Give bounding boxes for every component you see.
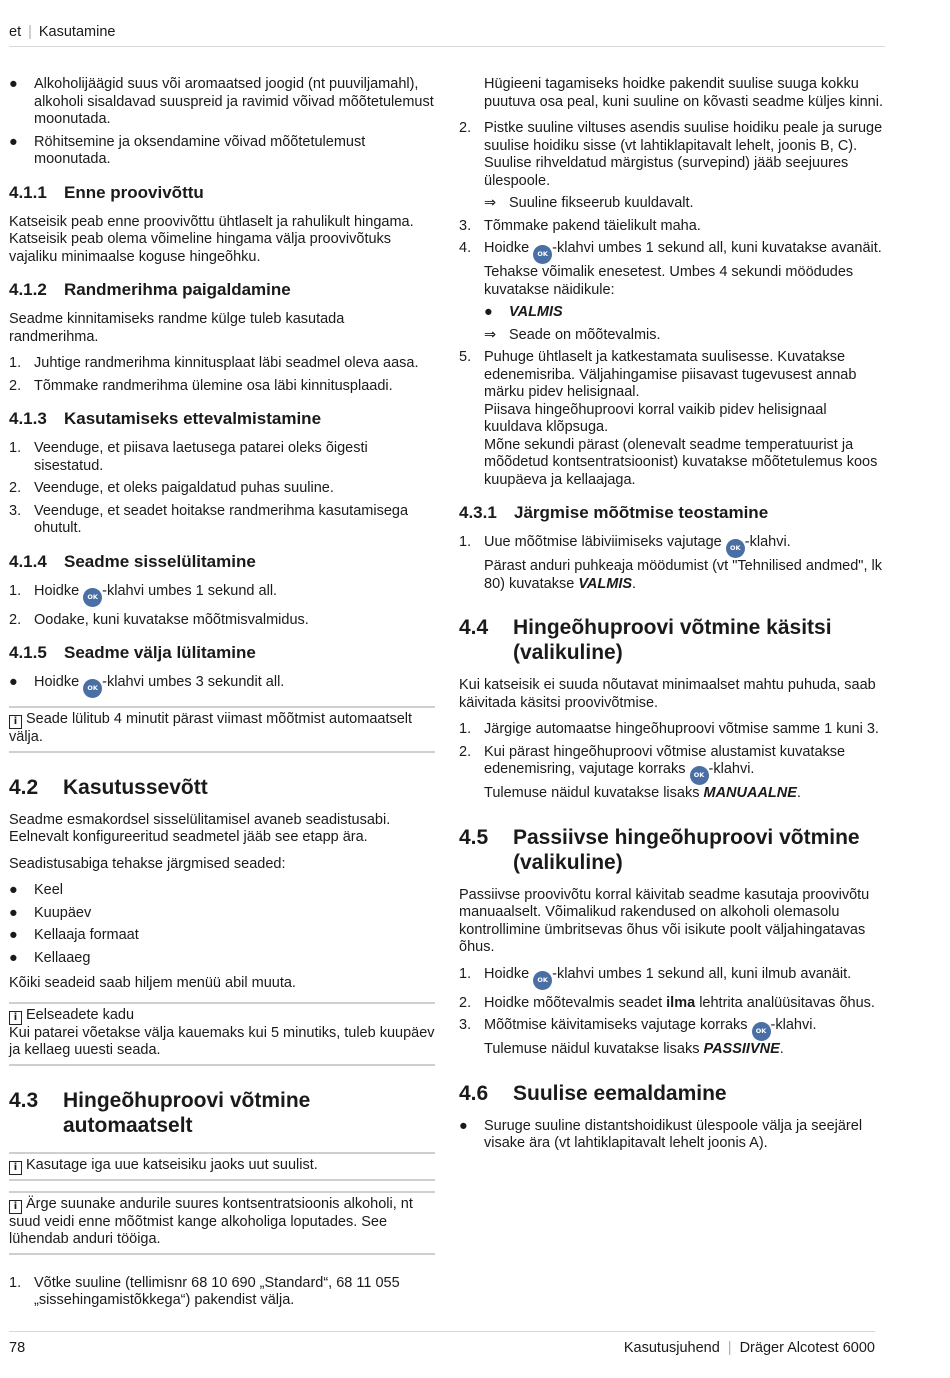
info-note: i Ärge suunake andurile suures kontsentratsioonis alkoholi, nt suud veidi enne mõõtmist kange alkoholiga loputades. See lühendab anduri tööiga. — [9, 1191, 435, 1255]
paragraph: Kõiki seadeid saab hiljem menüü abil muuta. — [9, 975, 296, 991]
steps-list — [459, 966, 884, 1059]
ok-key-icon: OK — [726, 539, 745, 558]
header-lang: et — [9, 24, 22, 40]
list-item: ● VALMIS — [484, 304, 563, 320]
list-item: ● Kellaaja formaat — [9, 927, 139, 943]
result-arrow-icon: ⇒ — [484, 195, 497, 211]
list-item: 4. Hoidke OK -klahvi umbes 1 sekund all, kuni kuvatakse avanäit. Tehakse võimalik enesetest. Umbes 4 sekundi möödudes kuvatakse näidikule: ● VALMIS ⇒ Seade on mõõtevalmis. — [459, 240, 884, 344]
list-item: 3. Mõõtmise käivitamiseks vajutage korraks OK -klahvi. Tulemuse näidul kuvatakse lisaks PASSIIVNE. — [459, 1017, 817, 1057]
steps-list — [9, 440, 435, 538]
footer-doc-info: Kasutusjuhend | Dräger Alcotest 6000 — [623, 1340, 875, 1356]
info-note: i Eelseadete kadu Kui patarei võetakse välja kauemaks kui 5 minutiks, tuleb kuupäev ja kellaeg uuesti seada. — [9, 1002, 435, 1066]
info-note: i Seade lülitub 4 minutit pärast viimast mõõtmist automaatselt välja. — [9, 706, 435, 753]
list-item: 2. Kui pärast hingeõhuproovi võtmise alustamist kuvatakse edenemisring, vajutage korraks OK -klahvi. Tulemuse näidul kuvatakse lisaks MANUAALNE. — [459, 743, 846, 801]
info-note: i Kasutage iga uue katseisiku jaoks uut suulist. — [9, 1152, 435, 1181]
paragraph: Seadistusabiga tehakse järgmised seaded: — [9, 855, 286, 872]
paragraph: Kui katseisik ei suuda nõutavat minimaalset mahtu puhuda, saab käivitada käsitsi proovivõtmise. — [459, 677, 876, 711]
list-item: ● Röhitsemine ja oksendamine võivad mõõtetulemust moonutada. — [9, 133, 366, 167]
left-column — [9, 76, 435, 1318]
section-heading-4-1-5: 4.1.5 Seadme välja lülitamine — [9, 643, 256, 662]
result-arrow-icon: ⇒ — [484, 326, 497, 343]
info-icon: i — [9, 1161, 22, 1175]
list-item: 5. Puhuge ühtlaselt ja katkestamata suulisesse. Kuvatakse edenemisriba. Väljahingamise piisavast tugevusest annab märku pidev helisignaal. Piisava hingeõhuproovi korral vaikib pidev helisignaal kuuldava klõpsuga. Mõne sekundi pärast (olenevalt seadme temperatuurist ja mõõdetud kontsentratsioonist) kuvatakse mõõtetulemus koos kuupäeva ja kellaajaga. — [459, 349, 878, 488]
list-item: 1. Veenduge, et piisava laetusega patarei oleks õigesti sisestatud. — [9, 440, 368, 474]
steps-list — [9, 583, 435, 630]
list-item: 2. Tõmmake randmerihma ülemine osa läbi kinnitusplaadi. — [9, 377, 393, 394]
steps-list — [459, 534, 884, 593]
list-item: ● Keel — [9, 882, 64, 898]
ok-key-icon: OK — [533, 971, 552, 990]
steps-list — [459, 721, 884, 803]
page-footer — [9, 1331, 875, 1356]
list-item: 1. Järgige automaatse hingeõhuproovi võtmise samme 1 kuni 3. — [459, 721, 879, 737]
bullet-list — [459, 1118, 884, 1153]
list-item: 3. Veenduge, et seadet hoitakse randmerihma kasutamisega ohutult. — [9, 502, 409, 536]
page-number: 78 — [9, 1340, 26, 1356]
result-line: ⇒ Seade on mõõtevalmis. — [484, 326, 661, 343]
info-icon: i — [9, 1200, 22, 1214]
list-item: 1. Uue mõõtmise läbiviimiseks vajutage OK -klahvi. Pärast anduri puhkeaja möödumist (vt "Tehnilised andmed", lk 80) kuvatakse VALMIS. — [459, 534, 882, 592]
list-item: ● Suruge suuline distantshoidikust ülespoole välja ja seejärel visake ära (vt lahtiklapitavalt lehelt joonis A). — [459, 1117, 863, 1151]
paragraph: Katseisik peab enne proovivõttu ühtlaselt ja rahulikult hingama. Katseisik peab olema võimeline hingama välja proovivõtuks vajaliku minimaalse koguse hingeõhku. — [9, 213, 414, 265]
ok-key-icon: OK — [690, 766, 709, 785]
section-heading-4-2: 4.2 Kasutussevõtt — [9, 775, 208, 799]
list-item: ● Alkoholijäägid suus või aromaatsed joogid (nt puuviljamahl), alkoholi sisaldavad suuspreid ja ravimid võivad mõõtetulemust moonutada. — [9, 76, 434, 127]
section-heading-4-1-1: 4.1.1 Enne proovivõttu — [9, 182, 204, 202]
ok-key-icon: OK — [752, 1022, 771, 1041]
section-heading-4-5: 4.5 Passiivse hingeõhuproovi võtmine (valikuline) — [459, 825, 860, 874]
header-section: Kasutamine — [38, 24, 116, 40]
ok-key-icon: OK — [533, 245, 552, 264]
paragraph: Passiivse proovivõtu korral käivitab seadme kasutaja proovivõtu manuaalselt. Võimalikud rakendused on alkoholi olemasolu kontrollimine ümbritsevas õhus või isikute poolt väljahingatavas õhus. — [459, 886, 870, 955]
steps-list — [459, 120, 884, 489]
section-heading-4-1-2: 4.1.2 Randmerihma paigaldamine — [9, 280, 291, 299]
section-heading-4-1-3: 4.1.3 Kasutamiseks ettevalmistamine — [9, 409, 322, 428]
section-heading-4-3: 4.3 Hingeõhuproovi võtmine automaatselt — [9, 1088, 311, 1137]
list-item: 2. Hoidke mõõtevalmis seadet ilma lehtrita analüüsitavas õhus. — [459, 994, 875, 1011]
steps-list — [9, 355, 435, 395]
list-item: 1. Juhtige randmerihma kinnitusplaat läbi seadmel oleva aasa. — [9, 355, 419, 371]
list-item: ● Hoidke OK -klahvi umbes 3 sekundit all. — [9, 674, 435, 698]
list-item: ● Kellaaeg — [9, 949, 91, 966]
bullet-list — [9, 674, 435, 698]
list-item: 1. Võtke suuline (tellimisnr 68 10 690 „Standard“, 68 11 055 „sissehingamistõkkega“) pakendist välja. — [9, 1274, 400, 1308]
list-item: 1. Hoidke OK -klahvi umbes 1 sekund all. — [9, 583, 435, 607]
paragraph: Seadme esmakordsel sisselülitamisel avaneb seadistusabi. Eelnevalt konfigureeritud seadmetel jääb see etapp ära. — [9, 811, 391, 845]
list-item: ● Kuupäev — [9, 904, 92, 921]
info-icon: i — [9, 715, 22, 729]
page-header: et | Kasutamine — [9, 24, 885, 47]
paragraph: Seadme kinnitamiseks randme külge tuleb kasutada randmerihma. — [9, 311, 345, 345]
list-item: 1. Hoidke OK -klahvi umbes 1 sekund all, kuni ilmub avanäit. — [459, 966, 884, 990]
result-line: ⇒ Suuline fikseerub kuuldavalt. — [484, 195, 694, 211]
list-item: 2. Oodake, kuni kuvatakse mõõtmisvalmidus. — [9, 611, 309, 628]
intro-bullet-list — [9, 76, 435, 169]
steps-list — [9, 1275, 435, 1310]
right-column — [459, 76, 884, 1161]
list-item: 2. Veenduge, et oleks paigaldatud puhas suuline. — [9, 480, 334, 496]
section-heading-4-3-1: 4.3.1 Järgmise mõõtmise teostamine — [459, 503, 769, 522]
settings-list — [9, 882, 435, 967]
list-item: 3. Tõmmake pakend täielikult maha. — [459, 217, 701, 234]
list-item: 2. Pistke suuline viltuses asendis suulise hoidiku peale ja suruge suulise hoidiku sisse (vt lahtiklapitavalt lehelt, joonis B, C). Suulise rihveldatud märgistus (survepind) jääb seejuures ülespoole. ⇒ Suuline fikseerub kuuldavalt. — [459, 120, 883, 211]
section-heading-4-1-4: 4.1.4 Seadme sisselülitamine — [9, 551, 256, 571]
paragraph: Hügieeni tagamiseks hoidke pakendit suulise suuga kokku puutuva osa peal, kuni suuline on kõvasti seadme küljes kinni. — [484, 76, 883, 110]
ok-key-icon: OK — [83, 588, 102, 607]
section-heading-4-6: 4.6 Suulise eemaldamine — [459, 1081, 727, 1105]
section-heading-4-4: 4.4 Hingeõhuproovi võtmine käsitsi (valikuline) — [459, 616, 832, 664]
info-icon: i — [9, 1011, 22, 1025]
ok-key-icon: OK — [83, 679, 102, 698]
